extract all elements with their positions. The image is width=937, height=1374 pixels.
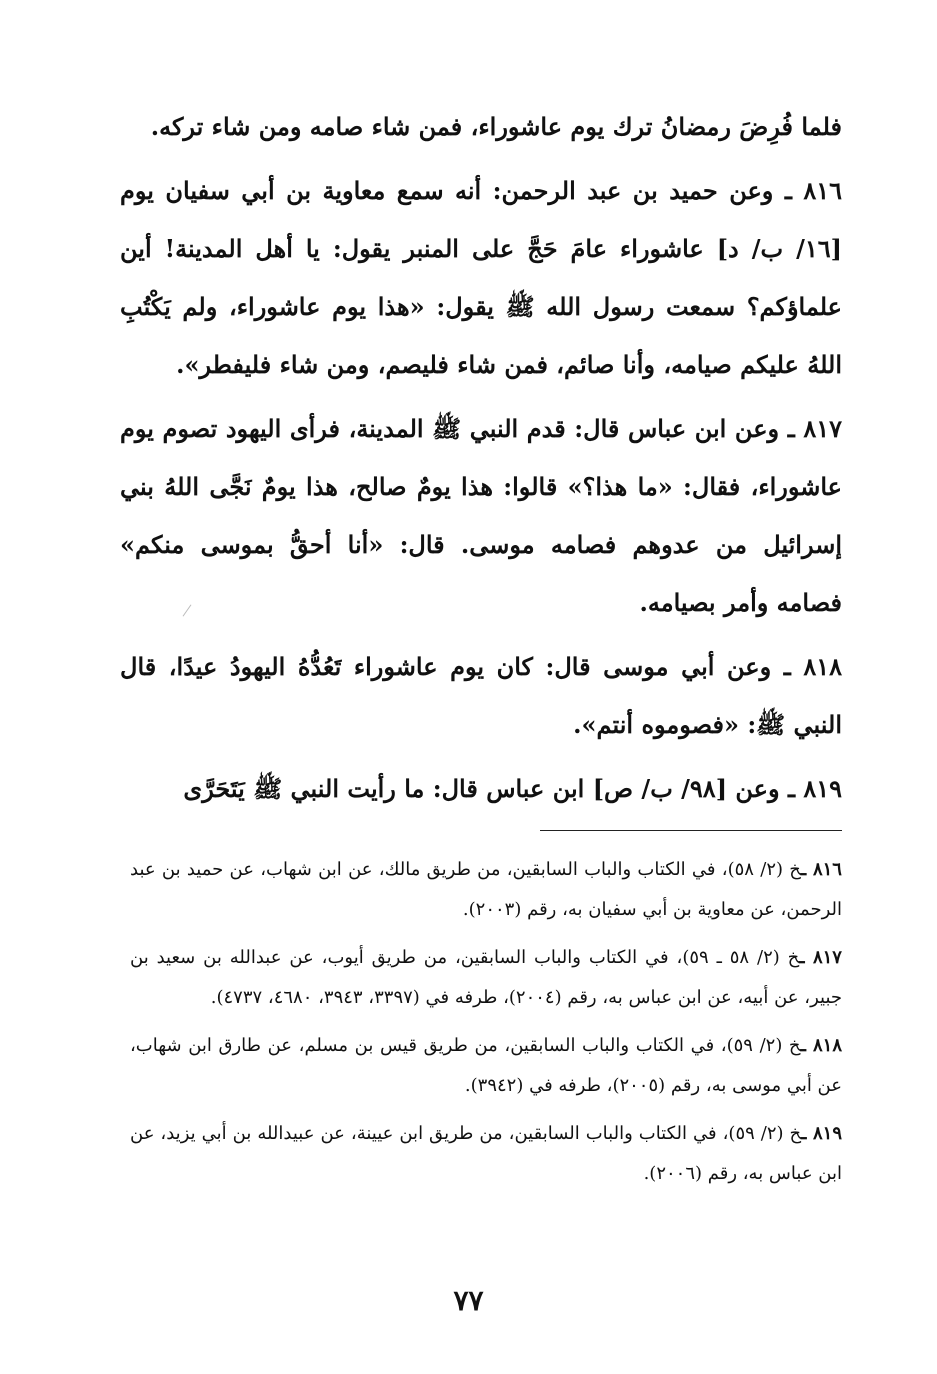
main-text — [120, 98, 842, 818]
hadith-number: ٨١٩ ـ — [787, 774, 842, 803]
footnote-819 — [130, 1114, 842, 1194]
footnote-text: خ (٢/ ٥٨)، في الكتاب والباب السابقين، من طريق مالك، عن ابن شهاب، عن حميد بن عبد الرحمن، عن معاوية بن أبي سفيان به، رقم (٢٠٠٣). — [130, 859, 842, 920]
footnote-817 — [130, 938, 842, 1018]
footnotes — [130, 850, 842, 1202]
footnote-816 — [130, 850, 842, 930]
hadith-819 — [120, 760, 842, 818]
page-number: ٧٧ — [453, 1284, 484, 1317]
paragraph-continuation — [120, 98, 842, 156]
footnote-text: خ (٢/ ٥٩)، في الكتاب والباب السابقين، من طريق قيس بن مسلم، عن طارق ابن شهاب، عن أبي موسى به، رقم (٢٠٠٥)، طرفه في (٣٩٤٢). — [130, 1035, 842, 1096]
footnote-number: ٨١٧ ـ — [799, 947, 842, 968]
footnote-number: ٨١٨ ـ — [800, 1035, 842, 1056]
footnote-text: خ (٢/ ٥٩)، في الكتاب والباب السابقين، من طريق ابن عيينة، عن عبيدالله بن أبي يزيد، عن ابن عباس به، رقم (٢٠٠٦). — [130, 1123, 842, 1184]
hadith-text: وعن أبي موسى قال: كان يوم عاشوراء تَعُدُّهُ اليهودُ عيدًا، قال النبي ﷺ: «فصوموه أنتم». — [120, 652, 842, 739]
hadith-816 — [120, 162, 842, 394]
hadith-text: وعن حميد بن عبد الرحمن: أنه سمع معاوية بن أبي سفيان يوم [١٦/ ب/ د] عاشوراء عامَ حَجَّ على المنبر يقول: يا أهل المدينة! أين علماؤكم؟ سمعت رسول الله ﷺ يقول: «هذا يوم عاشوراء، ولم يَكْتُبِ اللهُ عليكم صيامه، وأنا صائم، فمن شاء فليصم، ومن شاء فليفطر». — [120, 176, 842, 379]
footnote-number: ٨١٦ ـ — [800, 859, 842, 880]
paragraph-text: فلما فُرِضَ رمضانُ ترك يوم عاشوراء، فمن شاء صامه ومن شاء تركه. — [150, 112, 842, 141]
footnote-818 — [130, 1026, 842, 1106]
hadith-number: ٨١٨ ـ — [783, 652, 842, 681]
hadith-818 — [120, 638, 842, 754]
hadith-817 — [120, 400, 842, 632]
footnote-text: خ (٢/ ٥٨ ـ ٥٩)، في الكتاب والباب السابقين، من طريق أيوب، عن عبدالله بن سعيد بن جبير، عن أبيه، عن ابن عباس به، رقم (٢٠٠٤)، طرفه في (٣٣٩٧، ٣٩٤٣، ٤٦٨٠، ٤٧٣٧). — [130, 947, 842, 1008]
hadith-number: ٨١٦ ـ — [784, 176, 842, 205]
hadith-text: وعن [٩٨/ ب/ ص] ابن عباس قال: ما رأيت النبي ﷺ يَتَحَرَّى — [183, 774, 780, 803]
hadith-number: ٨١٧ ـ — [787, 414, 842, 443]
hadith-text: وعن ابن عباس قال: قدم النبي ﷺ المدينة، فرأى اليهود تصوم يوم عاشوراء، فقال: «ما هذا؟» قالوا: هذا يومٌ صالح، هذا يومٌ نَجَّى اللهُ بني إسرائيل من عدوهم فصامه موسى. قال: «أنا أحقُّ بموسى منكم» فصامه وأمر بصيامه. — [120, 414, 842, 617]
footnote-divider — [540, 830, 842, 831]
footnote-number: ٨١٩ ـ — [801, 1123, 842, 1144]
